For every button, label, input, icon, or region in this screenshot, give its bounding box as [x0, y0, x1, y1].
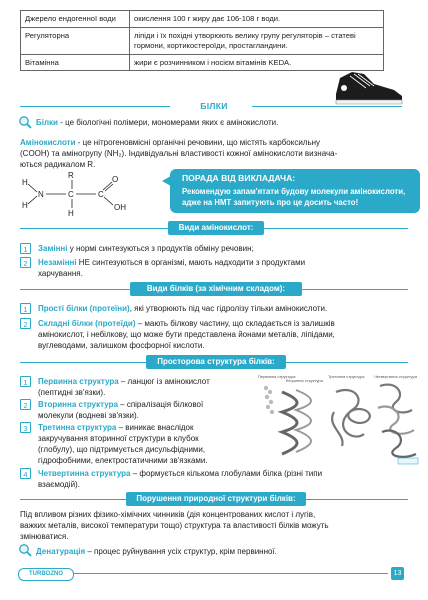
- list-number: 2: [20, 318, 31, 329]
- list-item: [38, 376, 253, 398]
- proteins-definition: [36, 117, 278, 128]
- table-cell: Вітамінна: [21, 54, 130, 71]
- item-text: – мають білкову частину, що складається із залишків: [135, 319, 335, 328]
- formula-atom: R: [68, 171, 74, 180]
- primary-chain: [264, 386, 274, 414]
- amino-acid-formula: [20, 170, 140, 220]
- term-quaternary-structure: Четвертинна структура: [38, 469, 131, 478]
- term-amino-acids: Амінокислоти: [20, 138, 76, 147]
- amino-types-title: Види амінокислот:: [168, 221, 264, 235]
- formula-atom: H: [22, 178, 28, 187]
- tertiary-globule: [332, 390, 370, 446]
- list-item: [38, 303, 423, 314]
- advice-body: [182, 186, 405, 208]
- table-row: [21, 11, 384, 28]
- item-text: – ланцюг із амінокислот: [118, 377, 210, 386]
- image-label: Третинна структура: [328, 374, 365, 379]
- formula-atom: N: [38, 190, 44, 199]
- item-text: – формується кількома глобулами білка (різні типи: [130, 469, 323, 478]
- list-item: [38, 468, 423, 490]
- advice-line: Рекомендую запам'ятати будову молекули амінокислоти,: [182, 187, 406, 196]
- formula-atom: OH: [114, 203, 126, 212]
- item-text: , які утворюють під час гідролізу тільки амінокислоти.: [129, 304, 328, 313]
- footer-divider: [74, 573, 388, 574]
- table-cell: жири є розчинником і носієм вітамінів KEDA.: [130, 54, 384, 71]
- image-label: Четвертинна структура: [374, 374, 417, 379]
- footer-logo: TURBOZNO: [18, 568, 74, 581]
- quaternary-structure: [378, 385, 416, 457]
- list-item: [38, 318, 423, 351]
- image-label: Первинна структура: [258, 374, 296, 379]
- protein-types-title: Види білків (за хімічним складом):: [130, 282, 302, 296]
- section-title: БІЛКИ: [200, 101, 228, 111]
- disruption-title: Порушення природної структури білків:: [126, 492, 306, 506]
- table-cell: Джерело ендогенної води: [21, 11, 130, 28]
- advice-title: ПОРАДА ВІД ВИКЛАДАЧА:: [182, 173, 296, 183]
- title-divider-left: [20, 106, 170, 107]
- formula-atom: O: [112, 175, 119, 184]
- term-complex-proteins: Складні білки (протеїди): [38, 319, 136, 328]
- lipid-functions-table: [20, 10, 384, 71]
- disruption-text: [20, 509, 420, 542]
- definition-text: (COOH) та аміногрупу (NH₂). Індивідуальні властивості кожної амінокислоти визнача-: [20, 149, 338, 158]
- denaturation-definition: [36, 546, 277, 557]
- secondary-helix: [282, 392, 297, 454]
- item-text: – виникає внаслідок: [116, 423, 194, 432]
- image-label: Вторинна структура: [286, 378, 323, 383]
- structure-title: Просторова структура білків:: [146, 355, 286, 369]
- table-cell: окислення 100 г жиру дає 106-108 г води.: [130, 11, 384, 28]
- title-divider-right: [252, 106, 402, 107]
- item-text: гідрофобними, електростатичними зв'язками.: [38, 456, 208, 465]
- list-number: 3: [20, 422, 31, 433]
- item-text: (пептидні зв'язки).: [38, 388, 106, 397]
- item-text: у нормі синтезуються з продуктів обміну речовин;: [67, 244, 254, 253]
- item-text: закручування вторинної структури в клубок: [38, 434, 199, 443]
- item-text: вуглеводами, залишком фосфорної кислоти.: [38, 341, 205, 350]
- term-tertiary-structure: Третинна структура: [38, 423, 117, 432]
- list-number: 2: [20, 399, 31, 410]
- item-text: НЕ синтезуються в організмі, мають надходити з продуктами: [76, 258, 306, 267]
- term-denaturation: Денатурація: [36, 547, 86, 556]
- term-replaceable: Замінні: [38, 244, 68, 253]
- amino-definition: [20, 137, 420, 170]
- formula-atom: C: [68, 190, 74, 199]
- magnifier-icon: [18, 115, 32, 129]
- list-item: [38, 243, 254, 254]
- paragraph-line: важких металів, високої температури тощо) структура та властивості білків можуть: [20, 521, 329, 530]
- list-number: 1: [20, 303, 31, 314]
- definition-text: ються радикалом R.: [20, 160, 96, 169]
- term-proteins: Білки: [36, 118, 58, 127]
- item-text: харчування.: [38, 269, 83, 278]
- item-text: взаємодій).: [38, 480, 80, 489]
- item-text: молекули (водневі зв'язки).: [38, 411, 139, 420]
- list-number: 1: [20, 376, 31, 387]
- item-text: – спіралізація білкової: [117, 400, 204, 409]
- definition-text: - це біологічні полімери, мономерами яких є амінокислоти.: [57, 118, 279, 127]
- term-simple-proteins: Прості білки (протеїни): [38, 304, 130, 313]
- formula-atom: H: [22, 201, 28, 210]
- formula-atom: C: [98, 190, 104, 199]
- advice-pointer: [162, 176, 171, 186]
- item-text: амінокислот, і небілкову, що може бути представлена йонами металів, ліпідами,: [38, 330, 335, 339]
- teacher-advice-box: [170, 169, 420, 213]
- table-row: [21, 27, 384, 54]
- definition-text: - це нітрогеновмісні органічні речовини, що містять карбоксильну: [75, 138, 321, 147]
- protein-structure-illustration: [256, 372, 424, 466]
- magnifier-icon: [18, 543, 32, 557]
- list-number: 4: [20, 468, 31, 479]
- list-number: 1: [20, 243, 31, 254]
- paragraph-line: змінюватися.: [20, 532, 69, 541]
- item-text: (глобулу), що підтримується дисульфідними,: [38, 445, 206, 454]
- list-item: [38, 422, 253, 466]
- list-item: [38, 257, 418, 279]
- term-essential: Незамінні: [38, 258, 77, 267]
- table-cell: [130, 27, 384, 54]
- formula-atom: H: [68, 209, 74, 218]
- paragraph-line: Під впливом різних фізико-хімічних чинників (дія концентрованих кислот і лугів,: [20, 510, 316, 519]
- list-number: 2: [20, 257, 31, 268]
- page-number: 13: [391, 567, 404, 580]
- term-primary-structure: Первинна структура: [38, 377, 119, 386]
- term-secondary-structure: Вторинна структура: [38, 400, 118, 409]
- table-cell: Регуляторна: [21, 27, 130, 54]
- cell-text: ліпіди і їх похідні утворюють велику групу регуляторів – статеві гормони, кортикостероїди, простагландини.: [134, 30, 356, 50]
- definition-text: – процес руйнування усіх структур, крім первинної.: [85, 547, 277, 556]
- advice-line: адже на НМТ запитують про це досить часто!: [182, 198, 359, 207]
- list-item: [38, 399, 253, 421]
